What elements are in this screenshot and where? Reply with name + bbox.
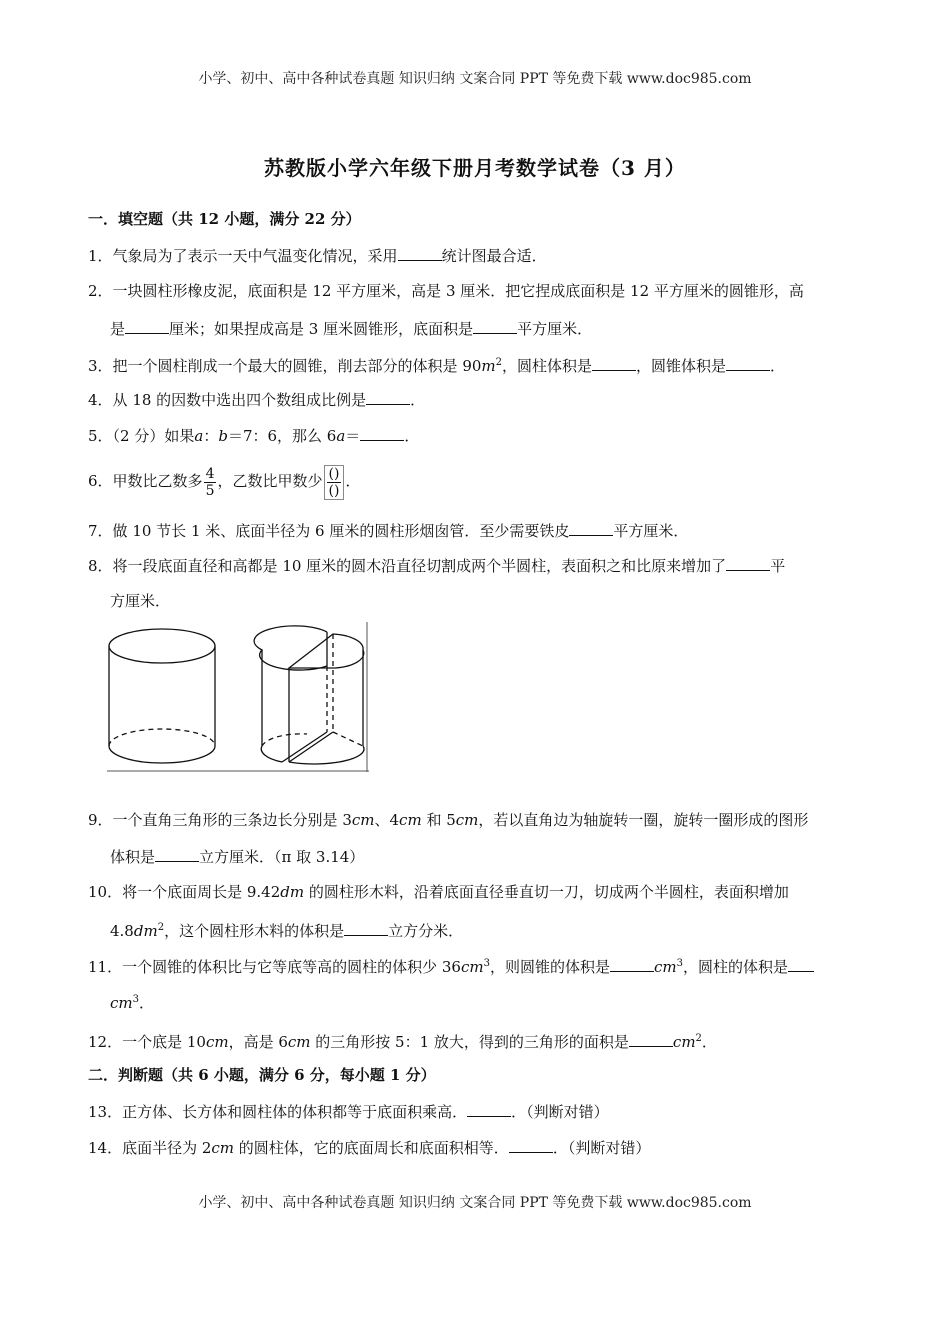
cylinder-figure (107, 622, 369, 772)
answer-blank[interactable] (467, 1100, 511, 1117)
question-5: 5．（2 分）如果a：b＝7：6，那么 6a＝ ． (88, 424, 419, 447)
question-2-cont: 是 厘米；如果捏成高是 3 厘米圆锥形，底面积是 平方厘米． (110, 317, 592, 340)
section-true-false-heading: 二．判断题（共 6 小题，满分 6 分，每小题 1 分） (88, 1066, 436, 1084)
question-10: 10．将一个底面周长是 9.42dm 的圆柱形木料，沿着底面直径垂直切一刀，切成两个半圆柱，表面积增加 (88, 883, 789, 901)
answer-blank[interactable] (610, 955, 654, 972)
answer-blank[interactable] (509, 1136, 553, 1153)
question-11-cont: $cm^3$． (110, 994, 155, 1012)
answer-blank[interactable] (473, 317, 517, 334)
answer-blank[interactable] (125, 317, 169, 334)
answer-blank[interactable] (726, 554, 770, 571)
question-8-cont: 方厘米． (110, 592, 171, 610)
answer-blank[interactable] (344, 919, 388, 936)
question-10-cont: $4.8dm^2$，这个圆柱形木料的体积是 立方分米． (110, 917, 463, 942)
question-2: 2．一块圆柱形橡皮泥，底面积是 12 平方厘米，高是 3 厘米．把它捏成底面积是 12 平方厘米的圆锥形，高 (88, 282, 804, 300)
whole-cylinder-drawing (109, 629, 215, 763)
answer-blank[interactable] (726, 354, 770, 371)
fraction-four-fifths: $\frac{4}{5}$ (205, 465, 215, 499)
answer-blank[interactable] (398, 244, 442, 261)
question-6: 6．甲数比乙数多 $\frac{4}{5}$ ，乙数比甲数少 $\frac{()}{()}$ ． (88, 465, 361, 499)
question-9: 9．一个直角三角形的三条边长分别是 3cm、4cm 和 5cm，若以直角边为轴旋转一圈，旋转一圈形成的图形 (88, 811, 809, 829)
question-9-cont: 体积是 立方厘米．（π 取 3.14） (110, 845, 364, 868)
question-4: 4．从 18 的因数中选出四个数组成比例是 ． (88, 388, 425, 411)
answer-blank[interactable] (155, 845, 199, 862)
answer-blank[interactable] (360, 424, 404, 441)
answer-blank[interactable] (788, 955, 814, 972)
answer-blank[interactable] (366, 388, 410, 405)
answer-blank[interactable] (629, 1030, 673, 1047)
fraction-answer-blank[interactable]: $\frac{()}{()}$ (324, 465, 345, 500)
page-footer: 小学、初中、高中各种试卷真题 知识归纳 文案合同 PPT 等免费下载 www.doc985.com (198, 1195, 752, 1211)
question-14: 14．底面半径为 2cm 的圆柱体，它的底面周长和底面积相等． ．（判断对错） (88, 1136, 650, 1159)
page-title: 苏教版小学六年级下册月考数学试卷（3 月） (264, 156, 686, 180)
cut-cylinder-drawing (254, 626, 364, 764)
section-fill-blank-heading: 一．填空题（共 12 小题，满分 22 分） (88, 210, 361, 228)
question-13: 13．正方体、长方体和圆柱体的体积都等于底面积乘高． ．（判断对错） (88, 1100, 609, 1123)
question-3: 3．把一个圆柱削成一个最大的圆锥，削去部分的体积是 $90m^2$，圆柱体积是 ，圆锥体积是 ． (88, 352, 785, 377)
question-7: 7．做 10 节长 1 米、底面半径为 6 厘米的圆柱形烟囱管．至少需要铁皮 平方厘米． (88, 519, 688, 542)
answer-blank[interactable] (569, 519, 613, 536)
question-8: 8．将一段底面直径和高都是 10 厘米的圆木沿直径切割成两个半圆柱，表面积之和比原来增加了 平 (88, 554, 785, 577)
answer-blank[interactable] (592, 354, 636, 371)
question-12: 12．一个底是 10cm，高是 6cm 的三角形按 5：1 放大，得到的三角形的面积是 $cm^2$． (88, 1028, 717, 1053)
question-1: 1．气象局为了表示一天中气温变化情况，采用 统计图最合适． (88, 244, 547, 267)
question-11: 11．一个圆锥的体积比与它等底等高的圆柱的体积少 $36cm^3$，则圆锥的体积是 $cm^3$，圆柱的体积是 (88, 953, 814, 978)
page-header: 小学、初中、高中各种试卷真题 知识归纳 文案合同 PPT 等免费下载 www.doc985.com (198, 71, 752, 87)
